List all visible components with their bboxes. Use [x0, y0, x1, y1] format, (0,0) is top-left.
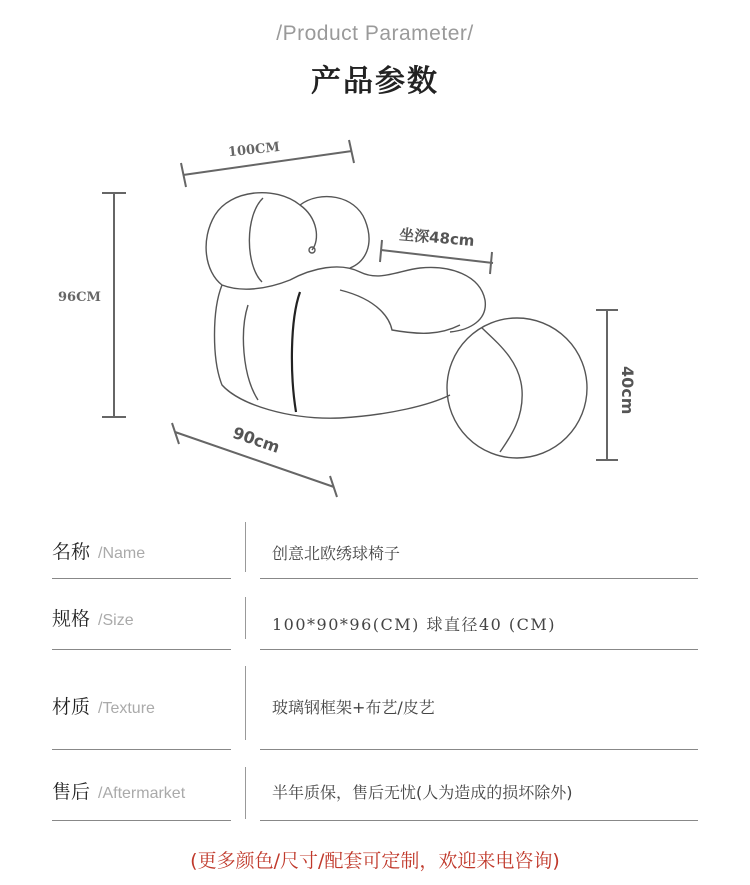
width-label: 100CM [227, 139, 281, 161]
customization-note: (更多颜色/尺寸/配套可定制，欢迎来电咨询) [190, 850, 560, 872]
height-label: 96CM [58, 290, 101, 305]
seat-depth-label: 坐深48cm [398, 225, 476, 250]
spec-label: 名称 [52, 541, 91, 563]
row-rule [52, 578, 231, 579]
divider [245, 522, 246, 572]
spec-label: 规格 [52, 608, 91, 630]
row-rule [52, 649, 231, 650]
ball-dimension-line [596, 310, 618, 460]
spec-label-en: /Name [98, 545, 146, 562]
spec-label: 售后 [52, 781, 91, 803]
chair-illustration [206, 193, 587, 458]
spec-value: 创意北欧绣球椅子 [272, 544, 401, 563]
spec-label-en: /Size [98, 612, 134, 629]
row-rule [52, 820, 231, 821]
depth-label: 90cm [230, 423, 283, 457]
row-rule [260, 649, 698, 650]
page-title: 产品参数 [311, 64, 439, 99]
row-rule [52, 749, 231, 750]
spec-value: 半年质保，售后无忧(人为造成的损坏除外) [272, 783, 573, 802]
spec-value: 玻璃钢框架+布艺/皮艺 [272, 698, 435, 717]
spec-label-en: /Texture [98, 700, 155, 717]
divider [245, 666, 246, 740]
row-rule [260, 820, 698, 821]
spec-value: 100*90*96(CM) 球直径40 (CM) [272, 615, 557, 634]
divider [245, 597, 246, 639]
spec-label-en: /Aftermarket [98, 785, 186, 802]
row-rule [260, 749, 698, 750]
height-dimension-line [102, 193, 126, 417]
section-subtitle: /Product Parameter/ [276, 22, 474, 45]
row-rule [260, 578, 698, 579]
ball-diameter-label: 40cm [618, 366, 637, 415]
spec-label: 材质 [52, 696, 91, 718]
divider [245, 767, 246, 819]
